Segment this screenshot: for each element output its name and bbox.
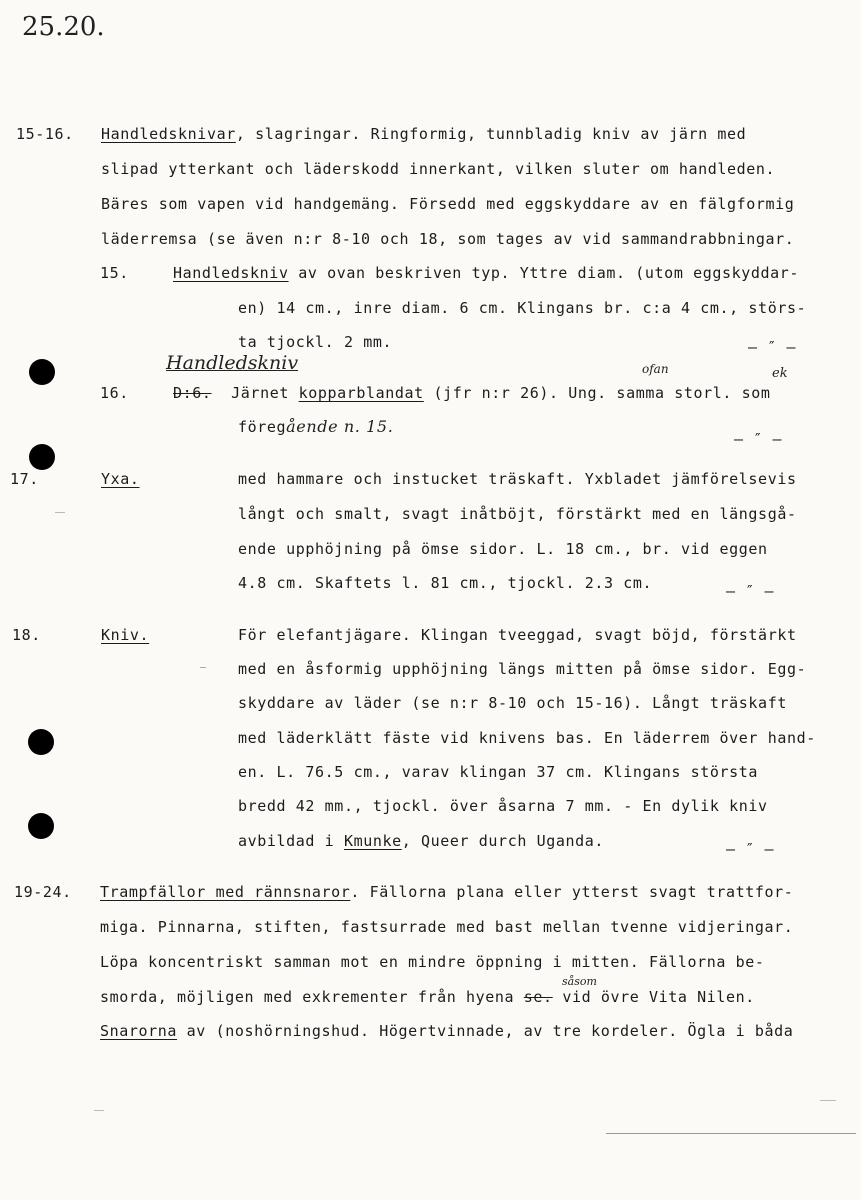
handwritten-insert: ofan: [642, 362, 669, 376]
handwritten-insert: såsom: [562, 975, 597, 988]
underlined-word: kopparblandat: [298, 384, 424, 402]
entry-number: 15-16.: [16, 125, 74, 143]
struck-text: se.: [523, 988, 553, 1006]
entry-line: [238, 832, 604, 850]
dash-mark: — ″ —: [748, 338, 797, 356]
entry-title: Yxa.: [101, 470, 140, 488]
entry-number: 15.: [100, 264, 129, 282]
punch-hole-3: [28, 729, 54, 755]
entry-line: slipad ytterkant och läderskodd innerkant, vilken sluter om handleden.: [101, 160, 776, 178]
entry-text: av ovan beskriven typ. Yttre diam. (utom eggskyddar-: [298, 264, 800, 282]
scan-mark: [606, 1133, 856, 1134]
entry-line: Löpa koncentriskt samman mot en mindre öppning i mitten. Fällorna be-: [100, 953, 765, 971]
dash-mark: — ″ —: [726, 840, 775, 858]
entry-text: . Fällorna plana eller ytterst svagt trattfor-: [350, 883, 794, 901]
scan-mark: [820, 1100, 836, 1101]
entry-line: miga. Pinnarna, stiften, fastsurrade med bast mellan tvenne vidjeringar.: [100, 918, 794, 936]
entry-text: , Queer durch Uganda.: [401, 832, 604, 850]
entry-line: [173, 264, 799, 282]
entry-text: föreg: [238, 418, 287, 436]
underlined-word: Kmunke: [343, 832, 402, 850]
entry-line: 4.8 cm. Skaftets l. 81 cm., tjockl. 2.3 cm.: [238, 574, 653, 592]
dash-mark: — ″ —: [734, 430, 783, 448]
entry-line: en. L. 76.5 cm., varav klingan 37 cm. Klingans största: [238, 763, 759, 781]
entry-line: [100, 988, 755, 1006]
punch-hole-2: [29, 444, 55, 470]
entry-line: Handledsknivar, slagringar. Ringformig, tunnbladig kniv av järn med: [101, 125, 747, 143]
entry-line: en) 14 cm., inre diam. 6 cm. Klingans br. c:a 4 cm., störs-: [238, 299, 807, 317]
entry-text: vid övre Vita Nilen.: [562, 988, 755, 1006]
entry-number: 16.: [100, 384, 129, 402]
entry-number: 18.: [12, 626, 41, 644]
entry-line: med en åsformig upphöjning längs mitten på ömse sidor. Egg-: [238, 660, 807, 678]
punch-hole-4: [28, 813, 54, 839]
entry-line: Bäres som vapen vid handgemäng. Försedd med eggskyddare av en fälgformig: [101, 195, 795, 213]
entry-title: Kniv.: [101, 626, 150, 644]
dash-mark: — ″ —: [726, 582, 775, 600]
entry-text: Järnet: [231, 384, 289, 402]
handwritten-heading: Handledskniv: [166, 352, 299, 374]
struck-text: D:6.: [173, 384, 212, 402]
entry-line: med hammare och instucket träskaft. Yxbladet jämförelsevis: [238, 470, 797, 488]
entry-title: Handledskniv: [173, 264, 289, 282]
handwritten-insert: ek: [772, 366, 788, 381]
entry-number: 19-24.: [14, 883, 72, 901]
entry-line: För elefantjägare. Klingan tveeggad, svagt böjd, förstärkt: [238, 626, 797, 644]
entry-title: Trampfällor med rännsnaror: [100, 883, 351, 901]
entry-line: ta tjockl. 2 mm.: [238, 333, 393, 351]
entry-line: med läderklätt fäste vid knivens bas. En läderrem över hand-: [238, 729, 816, 747]
entry-text: slagringar. Ringformig, tunnbladig kniv av järn med: [255, 125, 747, 143]
underlined-word: Snarorna: [100, 1022, 178, 1040]
scan-mark: [200, 667, 206, 668]
entry-text: avbildad i: [238, 832, 335, 850]
scan-mark: [55, 512, 65, 513]
page-number: 25.20.: [22, 12, 105, 42]
entry-line: långt och smalt, svagt inåtböjt, förstärkt med en längsgå-: [238, 505, 797, 523]
entry-text: (jfr n:r 26). Ung. samma storl. som: [433, 384, 771, 402]
entry-line: ende upphöjning på ömse sidor. L. 18 cm., br. vid eggen: [238, 540, 768, 558]
entry-text: av (noshörningshud. Högertvinnade, av tre kordeler. Ögla i båda: [177, 1022, 794, 1040]
entry-line: [100, 883, 793, 901]
entry-line: bredd 42 mm., tjockl. över åsarna 7 mm. - En dylik kniv: [238, 797, 768, 815]
entry-line: [173, 384, 771, 402]
scan-mark: [94, 1110, 104, 1111]
entry-line: skyddare av läder (se n:r 8-10 och 15-16). Långt träskaft: [238, 694, 787, 712]
entry-text: smorda, möjligen med exkrementer från hyena: [100, 988, 515, 1006]
punch-hole-1: [29, 359, 55, 385]
entry-line: [238, 418, 393, 436]
entry-number: 17.: [10, 470, 39, 488]
handwritten-text: ående n. 15.: [286, 417, 394, 436]
entry-line: läderremsa (se även n:r 8-10 och 18, som tages av vid sammandrabbningar.: [101, 230, 795, 248]
entry-line: [100, 1022, 793, 1040]
entry-title: Handledsknivar: [101, 125, 236, 143]
